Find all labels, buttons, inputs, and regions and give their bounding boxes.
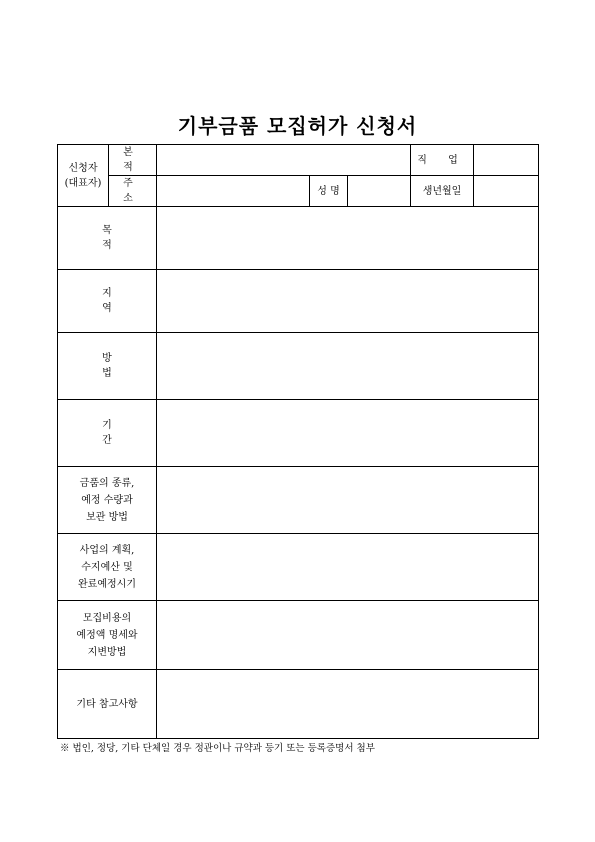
purpose-label: 목 적 (58, 207, 157, 270)
period-label: 기 간 (58, 400, 157, 467)
collection-cost-field[interactable] (157, 601, 539, 670)
address-field[interactable] (157, 176, 310, 207)
form-title: 기부금품 모집허가 신청서 (177, 114, 418, 138)
address-label: 주 소 (109, 176, 157, 207)
other-notes-field[interactable] (157, 670, 539, 739)
business-plan-label: 사업의 계획, 수지예산 및 완료예정시기 (58, 534, 157, 601)
domicile-label: 본 적 (109, 145, 157, 176)
goods-type-field[interactable] (157, 467, 539, 534)
region-label: 지 역 (58, 270, 157, 333)
collection-cost-label: 모집비용의 예정액 명세와 지변방법 (58, 601, 157, 670)
representative-label: (대표자) (64, 177, 102, 189)
business-plan-field[interactable] (157, 534, 539, 601)
application-form-table (57, 144, 539, 739)
occupation-field[interactable] (474, 145, 539, 176)
other-notes-label: 기타 참고사항 (58, 670, 157, 739)
name-field[interactable] (348, 176, 411, 207)
purpose-field[interactable] (157, 207, 539, 270)
method-label: 방 법 (58, 333, 157, 400)
birthdate-label: 생년월일 (411, 176, 474, 207)
period-field[interactable] (157, 400, 539, 467)
applicant-label: 신청자 (68, 162, 98, 174)
name-label: 성 명 (310, 176, 348, 207)
domicile-field[interactable] (157, 145, 411, 176)
region-field[interactable] (157, 270, 539, 333)
occupation-label: 직 업 (411, 145, 474, 176)
applicant-group-label (58, 145, 109, 207)
goods-type-label: 금품의 종류, 예정 수량과 보관 방법 (58, 467, 157, 534)
footnote: ※ 법인, 정당, 기타 단체일 경우 정관이나 규약과 등기 또는 등록증명서 첨부 (60, 743, 375, 754)
birthdate-field[interactable] (474, 176, 539, 207)
method-field[interactable] (157, 333, 539, 400)
